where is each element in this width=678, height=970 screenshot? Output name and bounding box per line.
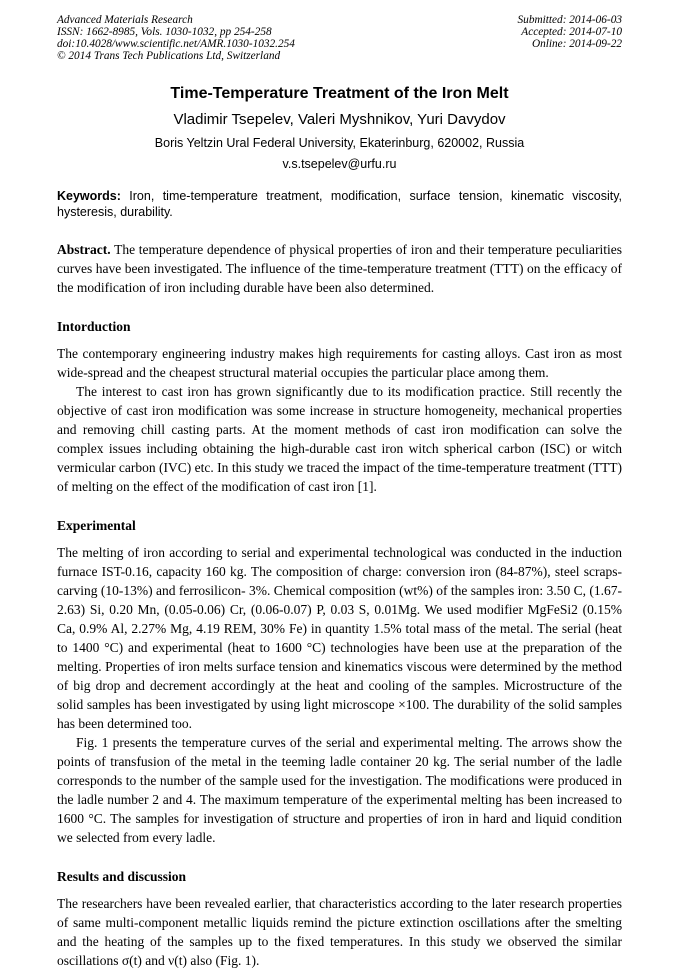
paper-title: Time-Temperature Treatment of the Iron Melt <box>170 85 509 102</box>
paragraph: The contemporary engineering industry makes high requirements for casting alloys. Cast iron as most wide-spread and the cheapest structural material occupies the particular place among them. <box>57 346 622 380</box>
section-results <box>57 868 622 970</box>
submitted-date: Submitted: 2014-06-03 <box>517 14 622 26</box>
abstract-text: The temperature dependence of physical properties of iron and their temperature peculiarities curves have been investigated. The influence of the time-temperature treatment (TTT) on the efficacy of the modification of iron including durable have been also determined. <box>57 242 622 295</box>
submission-dates <box>518 14 622 50</box>
paragraph: The researchers have been revealed earlier, that characteristics according to the later research properties of same multi-component metallic liquids remind the picture extinction oscillations after the smelting and the heating of the samples up to the fixed temperatures. In this study we observed the similar oscillations σ(t) and ν(t) also (Fig. 1). <box>57 896 622 968</box>
keywords-label: Keywords: <box>57 189 121 203</box>
section-heading-experimental: Experimental <box>57 518 136 533</box>
keywords-paragraph <box>57 189 622 220</box>
section-heading-results: Results and discussion <box>57 869 187 884</box>
section-introduction <box>57 318 622 496</box>
journal-info <box>57 14 295 62</box>
affiliation-line: Boris Yeltzin Ural Federal University, Ekaterinburg, 620002, Russia <box>154 136 525 150</box>
authors-line: Vladimir Tsepelev, Valeri Myshnikov, Yuri Davydov <box>173 111 506 128</box>
online-date: Online: 2014-09-22 <box>531 38 622 50</box>
section-heading-introduction: Intorduction <box>57 319 131 334</box>
abstract-paragraph <box>57 240 622 297</box>
section-experimental <box>57 517 622 847</box>
accepted-date: Accepted: 2014-07-10 <box>521 26 622 38</box>
paragraph: The melting of iron according to serial and experimental technological was conducted in the induction furnace IST-0.16, capacity 160 kg. The composition of charge: conversion iron (84-87%), steel scraps-carving (10-13%) and ferrosilicon- 3%. Chemical composition (wt%) of the samples iron: 3.50 C, (1.67-2.63) Si, 0.20 Mn, (0.05-0.06) Cr, (0.06-0.07) P, 0.03 S, 0.01Mg. We used modifier MgFeSi2 (0.15% Ca, 0.9% Al, 2.27% Mg, 4.19 REM, 30% Fe) in quantity 1.5% total mass of the metal. The serial (heat to 1400 °C) and experimental (heat to 1600 °C) technologies have been use at the preparation of the melting. Properties of iron melts surface tension and kinematics viscous were determined by the method of big drop and decrement accordingly at the heat and cooling of the samples. Microstructure of the solid samples has been investigated by using light microscope ×100. The durability of the solid samples has been determined too. <box>57 545 622 731</box>
keywords-text: Iron, time-temperature treatment, modification, surface tension, kinematic viscosity, hysteresis, durability. <box>57 189 622 219</box>
email-line: v.s.tsepelev@urfu.ru <box>282 157 397 171</box>
journal-name: Advanced Materials Research <box>57 14 193 26</box>
paragraph: Fig. 1 presents the temperature curves of the serial and experimental melting. The arrows show the points of transfusion of the metal in the teeming ladle container 20 kg. The serial number of the ladle corresponds to the number of the sample used for the investigation. The modifications were produced in the ladle number 2 and 4. The maximum temperature of the experimental melting has been increased to 1600 °C. The samples for investigation of structure and properties of iron in hard and liquid condition we selected from every ladle. <box>57 735 622 845</box>
journal-header <box>57 14 622 62</box>
abstract-label: Abstract. <box>57 242 111 257</box>
paragraph: The interest to cast iron has grown significantly due to its modification practice. Still recently the objective of cast iron modification was some increase in structure homogeneity, mechanical properties and removing chill casting parts. At the moment methods of cast iron modification can solve the complex issues including obtaining the high-durable cast iron witch spherical carbon (ISC) or witch vermicular carbon (IVC) etc. In this study we traced the impact of the time-temperature treatment (TTT) of melting on the effect of the modification of cast iron [1]. <box>57 384 622 494</box>
journal-doi: doi:10.4028/www.scientific.net/AMR.1030-1032.254 <box>57 38 295 50</box>
journal-issn: ISSN: 1662-8985, Vols. 1030-1032, pp 254-258 <box>57 26 272 38</box>
journal-copyright: © 2014 Trans Tech Publications Ltd, Switzerland <box>57 50 281 62</box>
